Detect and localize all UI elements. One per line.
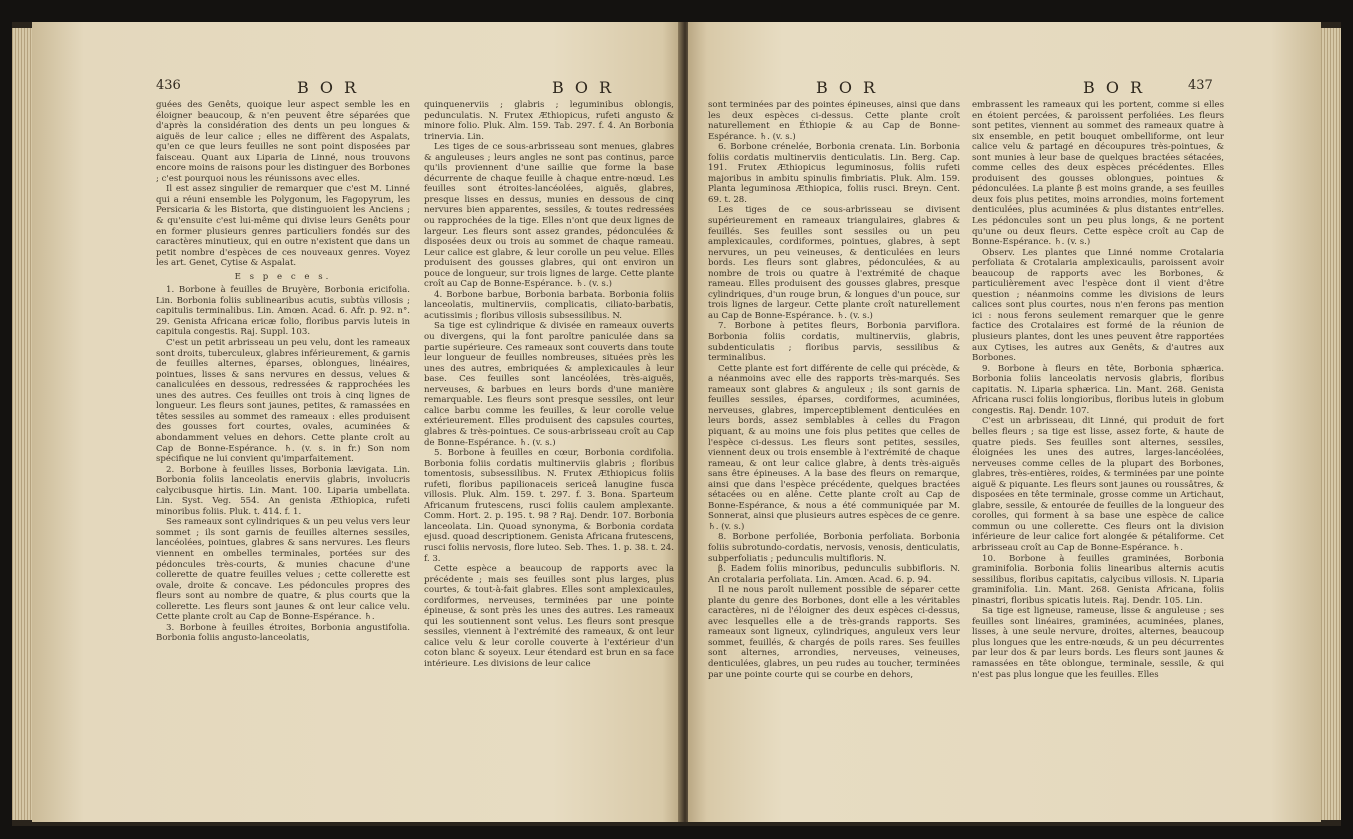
- section-heading: E s p e c e s.: [234, 271, 332, 282]
- paragraph: Cette espèce a beaucoup de rapports avec la précédente ; mais ses feuilles sont plus larges, plus courtes, & tout-à-fait glabres. Elles sont amplexicaules, cordiformes, nerveuses, terminées par une pointe épineuse, & sont près les unes des autres. Les rameaux qui les soutiennent sont velus. Les fleurs sont presque sessiles, viennent à l'extrémité des rameaux, & ont leur calice velu & leur corolle couverte à l'extérieur d'un coton blanc & soyeux. Leur étendard est brun en sa face intérieure. Les divisions de leur calice: [424, 564, 674, 669]
- paragraph: quinquenerviis ; glabris ; leguminibus oblongis, pedunculatis. N. Frutex Æthiopicus, rufeti angusto & minore folio. Pluk. Alm. 159. Tab. 297. f. 4. An Borbonia trinervia. Lin.: [424, 100, 674, 142]
- paragraph: β. Eadem foliis minoribus, pedunculis subbifloris. N. An crotalaria perfoliata. Lin. Amœn. Acad. 6. p. 94.: [708, 564, 960, 585]
- paragraph: embrassent les rameaux qui les portent, comme si elles en étoient percées, & paroissent perfoliées. Les fleurs sont petites, viennent au sommet des rameaux quatre à six ensemble, en petit bouquet ombelliforme, ont leur calice velu & partagé en découpures très-pointues, & sont munies à leur base de quelques bractées sétacées, comme celles des deux espèces précédentes. Elles produisent des gousses oblongues, pointues & pédonculées. La plante β est moins grande, a ses feuilles deux fois plus petites, moins arrondies, moins fortement denticulées, plus acuminées & plus distantes entr'elles. Les pédoncules sont un peu plus longs, & ne portent qu'une ou deux fleurs. Cette espèce croît au Cap de Bonne-Espérance. ♄. (v. s.): [972, 100, 1224, 248]
- paragraph: 1. Borbone à feuilles de Bruyère, Borbonia ericifolia. Lin. Borbonia foliis sublinearibus acutis, subtùs villosis ; capitulis terminalibus. Lin. Amœn. Acad. 6. Afr. p. 92. n°. 29. Genista Africana ericæ folio, floribus parvis luteis in capitula congestis. Raj. Suppl. 103.: [156, 285, 410, 338]
- paragraph: Il ne nous paroît nullement possible de séparer cette plante du genre des Borbones, dont elle a les véritables caractères, ni de l'éloigner des deux espèces ci-dessus, avec lesquelles elle a de très-grands rapports. Ses rameaux sont ligneux, cylindriques, anguleux vers leur sommet, feuillés, & chargés de poils rares. Ses feuilles sont alternes, arrondies, nerveuses, veineuses, denticulées, glabres, un peu rudes au toucher, terminées par une pointe courte qui se courbe en dehors,: [708, 585, 960, 680]
- paragraph: C'est un arbrisseau, dit Linné, qui produit de fort belles fleurs ; sa tige est lisse, assez forte, & haute de quatre pieds. Ses feuilles sont alternes, sessiles, éloignées les unes des autres, larges-lancéolées, nerveuses comme celles de la plupart des Borbones, glabres, très-entières, roides, & terminées par une pointe aiguë & piquante. Les fleurs sont jaunes ou roussâtres, & disposées en tête terminale, grosse comme un Artichaut, glabre, sessile, & entourée de feuilles de la longueur des corolles, qui forment à sa base une espèce de calice commun ou une collerette. Ces fleurs ont la division inférieure de leur calice fort alongée & pétaliforme. Cet arbrisseau croît au Cap de Bonne-Espérance. ♄.: [972, 416, 1224, 553]
- paragraph: Les tiges de ce sous-arbrisseau sont menues, glabres & anguleuses ; leurs angles ne sont pas continus, parce qu'ils proviennent d'une saillie que forme la base décurrente de chaque feuille à chaque entre-nœud. Les feuilles sont étroites-lancéolées, aiguës, glabres, presque lisses en dessus, munies en dessous de cinq nervures bien apparentes, sessiles, & toutes redressées ou rapprochées de la tige. Elles n'ont que deux lignes de largeur. Les fleurs sont assez grandes, pédonculées & disposées deux ou trois au sommet de chaque rameau. Leur calice est glabre, & leur corolle un peu velue. Elles produisent des gousses glabres, qui ont environ un pouce de longueur, sur trois lignes de large. Cette plante croît au Cap de Bonne-Espérance. ♄. (v. s.): [424, 142, 674, 290]
- paragraph: Il est assez singulier de remarquer que c'est M. Linné qui a réuni ensemble les Polygonum, les Fagopyrum, les Persicaria & les Bistorta, que distinguoient les Anciens ; & qu'ensuite c'est lui-même qui divise leurs Genêts pour en former plusieurs genres particuliers fondés sur des caractères minutieux, qui en outre n'existent que dans un petit nombre d'espèces de ces nouveaux genres. Voyez les art. Genet, Cytise & Aspalat.: [156, 184, 410, 269]
- page-number-left: 436: [156, 78, 181, 93]
- paragraph: Observ. Les plantes que Linné nomme Crotalaria perfoliata & Crotalaria amplexicaulis, paroissent avoir beaucoup de rapports avec les Borbones, & particulièrement avec l'espèce dont il vient d'être question ; néanmoins comme les divisions de leurs calices sont plus courtes, nous n'en ferons pas mention ici : nous ferons seulement remarquer que le genre factice des Crotalaires est formé de la réunion de plusieurs plantes, dont les unes peuvent être rapportées aux Cytises, les autres aux Genêts, & d'autres aux Borbones.: [972, 247, 1224, 364]
- paragraph: Ses rameaux sont cylindriques & un peu velus vers leur sommet ; ils sont garnis de feuilles alternes sessiles, lancéolées, pointues, glabres & sans nervures. Les fleurs viennent en ombelles terminales, portées sur des pédoncules très-courts, & munies chacune d'une collerette de quatre feuilles velues ; cette collerette est ovale, droite & concave. Les pédoncules propres des fleurs sont au nombre de quatre, & plus courts que la collerette. Les fleurs sont jaunes & ont leur calice velu. Cette plante croît au Cap de Bonne-Espérance. ♄.: [156, 517, 410, 623]
- paragraph: Sa tige est ligneuse, rameuse, lisse & anguleuse ; ses feuilles sont linéaires, graminées, acuminées, planes, lisses, à une seule nervure, droites, alternes, beaucoup plus longues que les entre-nœuds, & un peu décurrentes par leur dos & par leurs bords. Les fleurs sont jaunes & ramassées en tête oblongue, terminale, sessile, & qui n'est pas plus longue que les feuilles. Elles: [972, 606, 1224, 680]
- paragraph: Les tiges de ce sous-arbrisseau se divisent supérieurement en rameaux triangulaires, glabres & feuillés. Ses feuilles sont sessiles ou un peu amplexicaules, cordiformes, pointues, glabres, à sept nervures, un peu veineuses, & denticulées en leurs bords. Les fleurs sont glabres, pédonculées, & au nombre de trois ou quatre à l'extrémité de chaque rameau. Elles produisent des gousses glabres, presque cylindriques, d'un rouge brun, & longues d'un pouce, sur trois lignes de largeur. Cette plante croît naturellement au Cap de Bonne-Espérance. ♄. (v. s.): [708, 205, 960, 321]
- paragraph: 8. Borbone perfoliée, Borbonia perfoliata. Borbonia foliis subrotundo-cordatis, nervosis, venosis, denticulatis, subperfoliatis ; pedunculis multifloris. N.: [708, 532, 960, 564]
- left-column-1: [156, 100, 410, 790]
- right-column-2: [972, 100, 1224, 790]
- paragraph: 10. Borbone à feuilles graminées, Borbonia graminifolia. Borbonia foliis linearibus alternis acutis sessilibus, floribus capitatis, calycibus villosis. N. Liparia graminifolia. Lin. Mant. 268. Genista Africana, foliis pinastri, floribus spicatis luteis. Raj. Dendr. 105. Lin.: [972, 553, 1224, 606]
- left-page: [32, 22, 682, 822]
- paragraph: sont terminées par des pointes épineuses, ainsi que dans les deux espèces ci-dessus. Cette plante croît naturellement en Éthiopie & au Cap de Bonne-Espérance. ♄. (v. s.): [708, 100, 960, 142]
- open-book: [12, 22, 1341, 826]
- right-page-edges: [1319, 28, 1341, 820]
- paragraph: 5. Borbone à feuilles en cœur, Borbonia cordifolia. Borbonia foliis cordatis multinerviis glabris ; floribus tomentosis, subsessilibus. N. Frutex Æthiopicus foliis rufeti, floribus papilionaceis sericeâ lanugine fusca villosis. Pluk. Alm. 159. t. 297. f. 3. Bona. Sparteum Africanum frutescens, rusci foliis caulem amplexante. Comm. Hort. 2. p. 195. t. 98 ? Raj. Dendr. 107. Borbonia lanceolata. Lin. Quoad synonyma, & Borbonia cordata ejusd. quoad descriptionem. Genista Africana frutescens, rusci foliis nervosis, flore luteo. Seb. Thes. 1. p. 38. t. 24. f. 3.: [424, 448, 674, 564]
- paragraph: C'est un petit arbrisseau un peu velu, dont les rameaux sont droits, tuberculeux, glabres inférieurement, & garnis de feuilles alternes, éparses, oblongues, linéaires, pointues, lisses & sans nervures en dessus, velues & canaliculées en dessous, redressées & rapprochées les unes des autres. Ces feuilles ont trois à cinq lignes de longueur. Les fleurs sont jaunes, petites, & ramassées en têtes sessiles au sommet des rameaux : elles produisent des gousses fort courtes, ovales, acuminées & abondamment velues en dehors. Cette plante croît au Cap de Bonne-Espérance. ♄. (v. s. in fr.) Son nom spécifique ne lui convient qu'imparfaitement.: [156, 338, 410, 465]
- paragraph: guées des Genêts, quoique leur aspect semble les en éloigner beaucoup, & n'en peuvent être séparées que d'après la considération des dents un peu longues & aiguës de leur calice ; elles ne diffèrent des Aspalats, qu'en ce que leurs feuilles ne sont point disposées par faisceau. Quant aux Liparia de Linné, nous trouvons encore moins de raisons pour les distinguer des Borbones ; c'est pourquoi nous les réunissons avec elles.: [156, 100, 410, 184]
- paragraph: 3. Borbone à feuilles étroites, Borbonia angustifolia. Borbonia foliis angusto-lanceolatis,: [156, 622, 410, 644]
- left-column-2: [424, 100, 674, 790]
- left-page-edges: [12, 28, 34, 820]
- paragraph: Sa tige est cylindrique & divisée en rameaux ouverts ou divergens, qui la font paroître paniculée dans sa partie supérieure. Ces rameaux sont couverts dans toute leur longueur de feuilles nombreuses, situées près les unes des autres, embriquées & amplexicaules à leur base. Ces feuilles sont lancéolées, très-aiguës, nerveuses, & barbues en leurs bords d'une manière remarquable. Les fleurs sont presque sessiles, ont leur calice barbu comme les feuilles, & leur corolle velue extérieurement. Elles produisent des capsules courtes, glabres & très-pointues. Ce sous-arbrisseau croît au Cap de Bonne-Espérance. ♄. (v. s.): [424, 321, 674, 448]
- paragraph: Cette plante est fort différente de celle qui précède, & a néanmoins avec elle des rapports très-marqués. Ses rameaux sont glabres & anguleux ; ils sont garnis de feuilles sessiles, éparses, cordiformes, acuminées, nerveuses, glabres, imperceptiblement denticulées en leurs bords, assez semblables à celles du Fragon piquant, & au moins une fois plus petites que celles de l'espèce ci-dessus. Les fleurs sont petites, sessiles, viennent deux ou trois ensemble à l'extrémité de chaque rameau, & ont leur calice glabre, à dents très-aiguës sans être épineuses. A la base des fleurs on remarque, ainsi que dans l'espèce précédente, quelques bractées sétacées ou en alêne. Cette plante croît au Cap de Bonne-Espérance, & nous a été communiquée par M. Sonnerat, ainsi que plusieurs autres espèces de ce genre. ♄. (v. s.): [708, 363, 960, 532]
- paragraph: 6. Borbone crénelée, Borbonia crenata. Lin. Borbonia foliis cordatis multinerviis denticulatis. Lin. Berg. Cap. 191. Frutex Æthiopicus leguminosus, foliis rufeti majoribus in ambitu spinulis fimbriatis. Pluk. Alm. 159. Planta leguminosa Æthiopica, foliis rusci. Breyn. Cent. 69. t. 28.: [708, 142, 960, 205]
- right-column-1: [708, 100, 960, 790]
- page-number-right: 437: [1188, 78, 1213, 93]
- paragraph: 4. Borbone barbue, Borbonia barbata. Borbonia foliis lanceolatis, multinerviis, complicatis, ciliato-barbatis, acutissimis ; floribus villosis subsessilibus. N.: [424, 289, 674, 321]
- paragraph: 2. Borbone à feuilles lisses, Borbonia lævigata. Lin. Borbonia foliis lanceolatis enerviis glabris, involucris calycibusque hirtis. Lin. Mant. 100. Liparia umbellata. Lin. Syst. Veg. 554. An genista Æthiopica, rufeti minoribus foliis. Pluk. t. 414. f. 1.: [156, 464, 410, 517]
- right-page: [688, 22, 1321, 822]
- running-head-right-col1: B O R: [816, 78, 879, 97]
- paragraph: 7. Borbone à petites fleurs, Borbonia parviflora. Borbonia foliis cordatis, multinerviis, glabris, subdenticulatis ; floribus parvis, sessilibus & terminalibus.: [708, 321, 960, 364]
- paragraph: 9. Borbone à fleurs en tête, Borbonia sphærica. Borbonia foliis lanceolatis nervosis glabris, floribus capitatis. N. Liparia sphærica. Lin. Mant. 268. Genista Africana rusci foliis longioribus, floribus luteis in globum congestis. Raj. Dendr. 107.: [972, 363, 1224, 416]
- running-head-left-col1: B O R: [297, 78, 360, 97]
- running-head-right-col2: B O R: [1083, 78, 1146, 97]
- running-head-left-col2: B O R: [552, 78, 615, 97]
